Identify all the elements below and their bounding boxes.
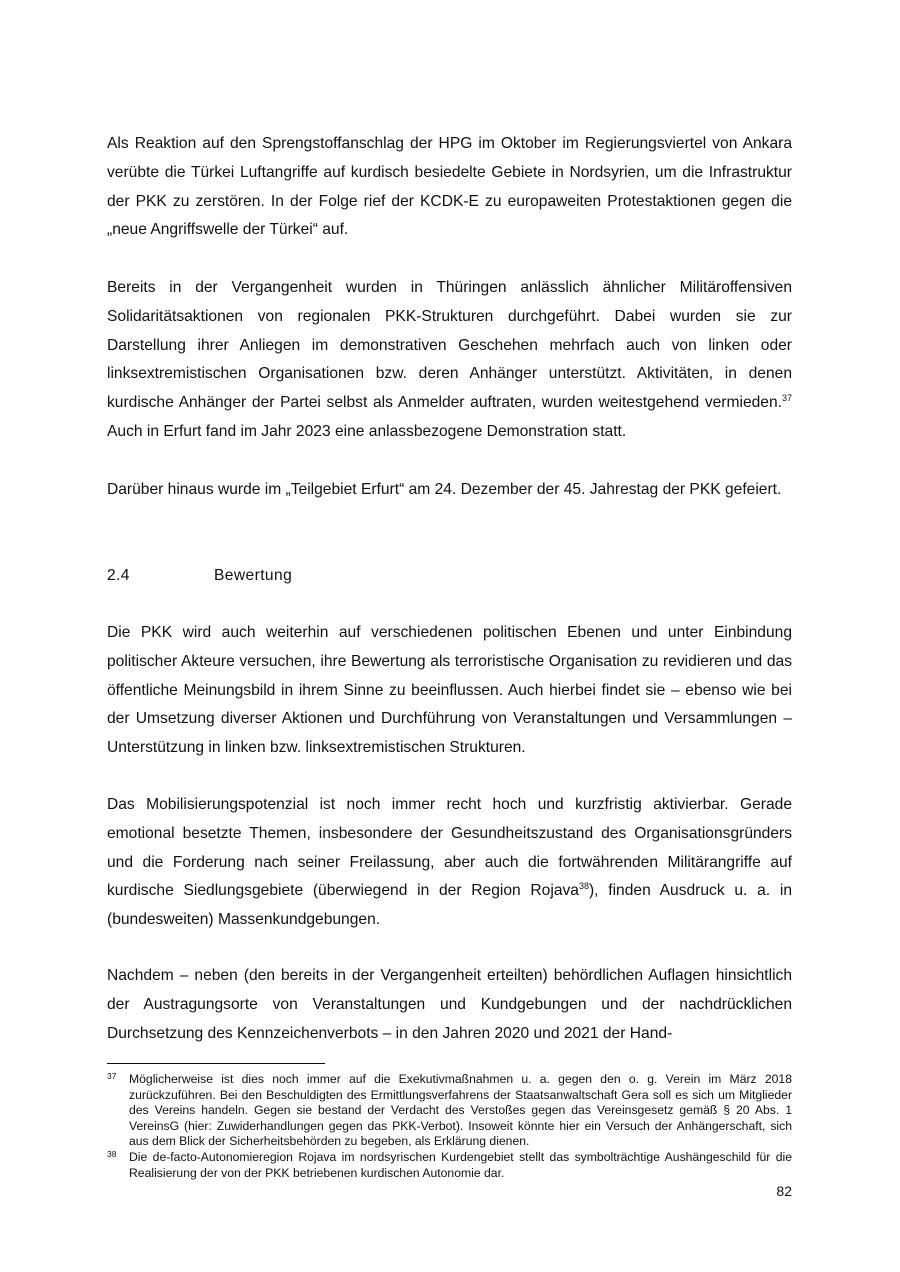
paragraph-anniversary: Darüber hinaus wurde im „Teilgebiet Erfurt“ am 24. Dezember der 45. Jahrestag der PKK gefeiert. bbox=[107, 481, 782, 498]
paragraph-text: Das Mobilisierungspotenzial ist noch immer recht hoch und kurzfristig aktivierbar. Gerade emotional besetzte Themen, insbesondere der Gesundheitszustand des Organisationsgründers und die Forderung nach seiner Freilassung, aber auch die fortwährenden Militärangriffe auf kurdische Siedlungsgebiete (überwiegend in der Region Rojava bbox=[107, 796, 792, 900]
footnote-number: 37 bbox=[107, 1071, 117, 1081]
footnote-text: Möglicherweise ist dies noch immer auf die Exekutivmaßnahmen u. a. gegen den o. g. Verein im März 2018 zurückzuführen. Bei den Beschuldigten des Ermittlungsverfahrens der Staatsanwaltschaft Gera soll es sich um Mitglieder des Vereins handeln. Gegen sie bestand der Verdacht des Verstoßes gegen das Vereinsgesetz gemäß § 20 Abs. 1 VereinsG (hier: Zuwiderhandlungen gegen das PKK-Verbot). Insoweit könnte hier ein Versuch der Anhängerschaft, sich aus dem Blick der Sicherheitsbehörden zu begeben, als Erklärung dienen. bbox=[129, 1072, 792, 1149]
paragraph-text: Bereits in der Vergangenheit wurden in Thüringen anlässlich ähnlicher Militäroffensiven Solidaritätsaktionen von regionalen PKK-Strukturen durchgeführt. Dabei wurden sie zur Darstellung ihrer Anliegen im demonstrativen Geschehen mehrfach auch von linken oder linksextremistischen Organisationen bzw. deren Anhänger unterstützt. Aktivitäten, in denen kurdische Anhänger der Partei selbst als Anmelder auftraten, wurden weitestgehend vermieden. bbox=[107, 279, 792, 412]
section-title: Bewertung bbox=[214, 567, 293, 584]
paragraph-assessment: Die PKK wird auch weiterhin auf verschiedenen politischen Ebenen und unter Einbindung politischer Akteure versuchen, ihre Bewertung als terroristische Organisation zu revidieren und das öffentliche Meinungsbild in ihrem Sinne zu beeinflussen. Auch hierbei findet sie – ebenso wie bei der Umsetzung diverser Aktionen und Durchführung von Veranstaltungen und Versammlungen – Unterstützung in linken bzw. linksextremistischen Strukturen. bbox=[107, 624, 792, 757]
section-heading bbox=[107, 562, 292, 591]
footnote-text: Die de-facto-Autonomieregion Rojava im nordsyrischen Kurdengebiet stellt das symbolträchtige Aushängeschild für die Realisierung der von der PKK betriebenen kurdischen Autonomie dar. bbox=[129, 1150, 792, 1180]
paragraph-reaction: Als Reaktion auf den Sprengstoffanschlag der HPG im Oktober im Regierungsviertel von Ankara verübte die Türkei Luftangriffe auf kurdisch besiedelte Gebiete in Nordsyrien, um die Infrastruktur der PKK zu zerstören. In der Folge rief der KCDK-E zu europaweiten Protestaktionen gegen die „neue Angriffswelle der Türkei“ auf. bbox=[107, 135, 792, 239]
paragraph-mobilisation bbox=[107, 791, 792, 935]
footnote-37 bbox=[107, 1072, 792, 1150]
paragraph-text: Auch in Erfurt fand im Jahr 2023 eine anlassbezogene Demonstration statt. bbox=[107, 422, 627, 440]
footnote-38 bbox=[107, 1150, 792, 1181]
footnote-number: 38 bbox=[107, 1149, 117, 1159]
footnote-ref-38[interactable]: 38 bbox=[578, 881, 589, 892]
paragraph-solidarity bbox=[107, 274, 792, 447]
footnote-divider bbox=[107, 1063, 325, 1064]
page-number: 82 bbox=[776, 1183, 792, 1199]
paragraph-text: ), finden Ausdruck u. a. in (bundesweiten) Massenkundgebungen. bbox=[107, 882, 792, 929]
footnote-ref-37[interactable]: 37 bbox=[781, 393, 792, 404]
section-number: 2.4 bbox=[107, 567, 130, 584]
paragraph-restrictions: Nachdem – neben (den bereits in der Vergangenheit erteilten) behördlichen Auflagen hinsichtlich der Austragungsorte von Veranstaltungen und Kundgebungen und der nachdrücklichen Durchsetzung des Kennzeichenverbots – in den Jahren 2020 und 2021 der Hand- bbox=[107, 967, 792, 1042]
